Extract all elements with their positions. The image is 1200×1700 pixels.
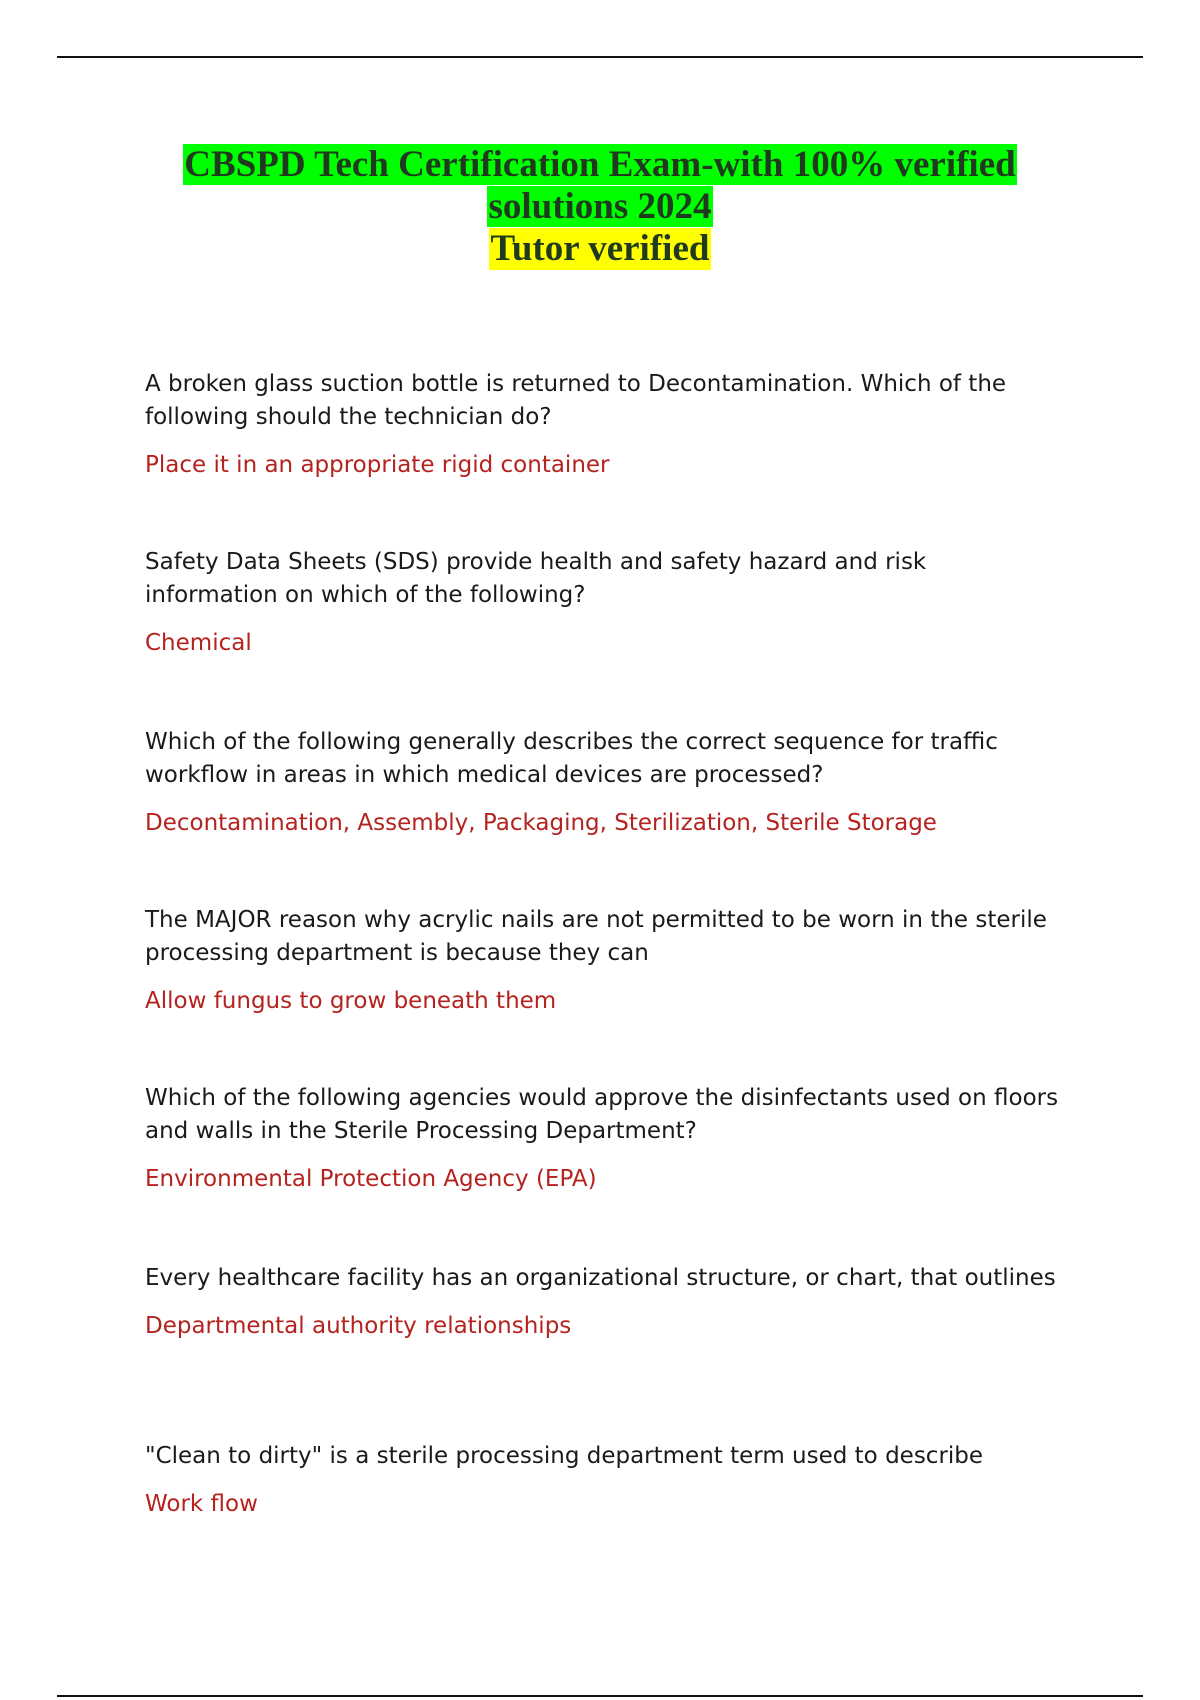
question-text: Safety Data Sheets (SDS) provide health and safety hazard and risk information on which of the following? [145, 549, 927, 608]
answer-text: Decontamination, Assembly, Packaging, Sterilization, Sterile Storage [145, 810, 937, 836]
question-text: A broken glass suction bottle is returned to Decontamination. Which of the following should the technician do? [145, 371, 1007, 430]
footer-rule [57, 1695, 1143, 1697]
title-line-1: CBSPD Tech Certification Exam-with 100% verified [184, 144, 1016, 185]
qa-item-3 [145, 726, 1065, 840]
question-text: "Clean to dirty" is a sterile processing department term used to describe [145, 1443, 984, 1469]
qa-item-4 [145, 904, 1065, 1018]
answer-text: Work flow [145, 1491, 258, 1517]
answer-text: Departmental authority relationships [145, 1313, 572, 1339]
answer-text: Place it in an appropriate rigid container [145, 452, 610, 478]
subtitle: Tutor verified [490, 228, 710, 269]
qa-item-2 [145, 546, 1065, 660]
qa-item-6 [145, 1262, 1065, 1343]
title-line-2: solutions 2024 [488, 186, 712, 227]
question-text: Which of the following generally describes the correct sequence for traffic workflow in areas in which medical devices are processed? [145, 729, 998, 788]
header-rule [57, 56, 1143, 58]
answer-text: Chemical [145, 630, 252, 656]
document-title [0, 144, 1200, 270]
answer-text: Environmental Protection Agency (EPA) [145, 1166, 597, 1192]
qa-item-1 [145, 368, 1065, 482]
answer-text: Allow fungus to grow beneath them [145, 988, 557, 1014]
question-text: The MAJOR reason why acrylic nails are not permitted to be worn in the sterile processing department is because they can [145, 907, 1047, 966]
question-text: Which of the following agencies would approve the disinfectants used on floors and walls in the Sterile Processing Department? [145, 1085, 1059, 1144]
question-text: Every healthcare facility has an organizational structure, or chart, that outlines [145, 1265, 1056, 1291]
qa-item-7 [145, 1440, 1065, 1521]
qa-item-5 [145, 1082, 1065, 1196]
